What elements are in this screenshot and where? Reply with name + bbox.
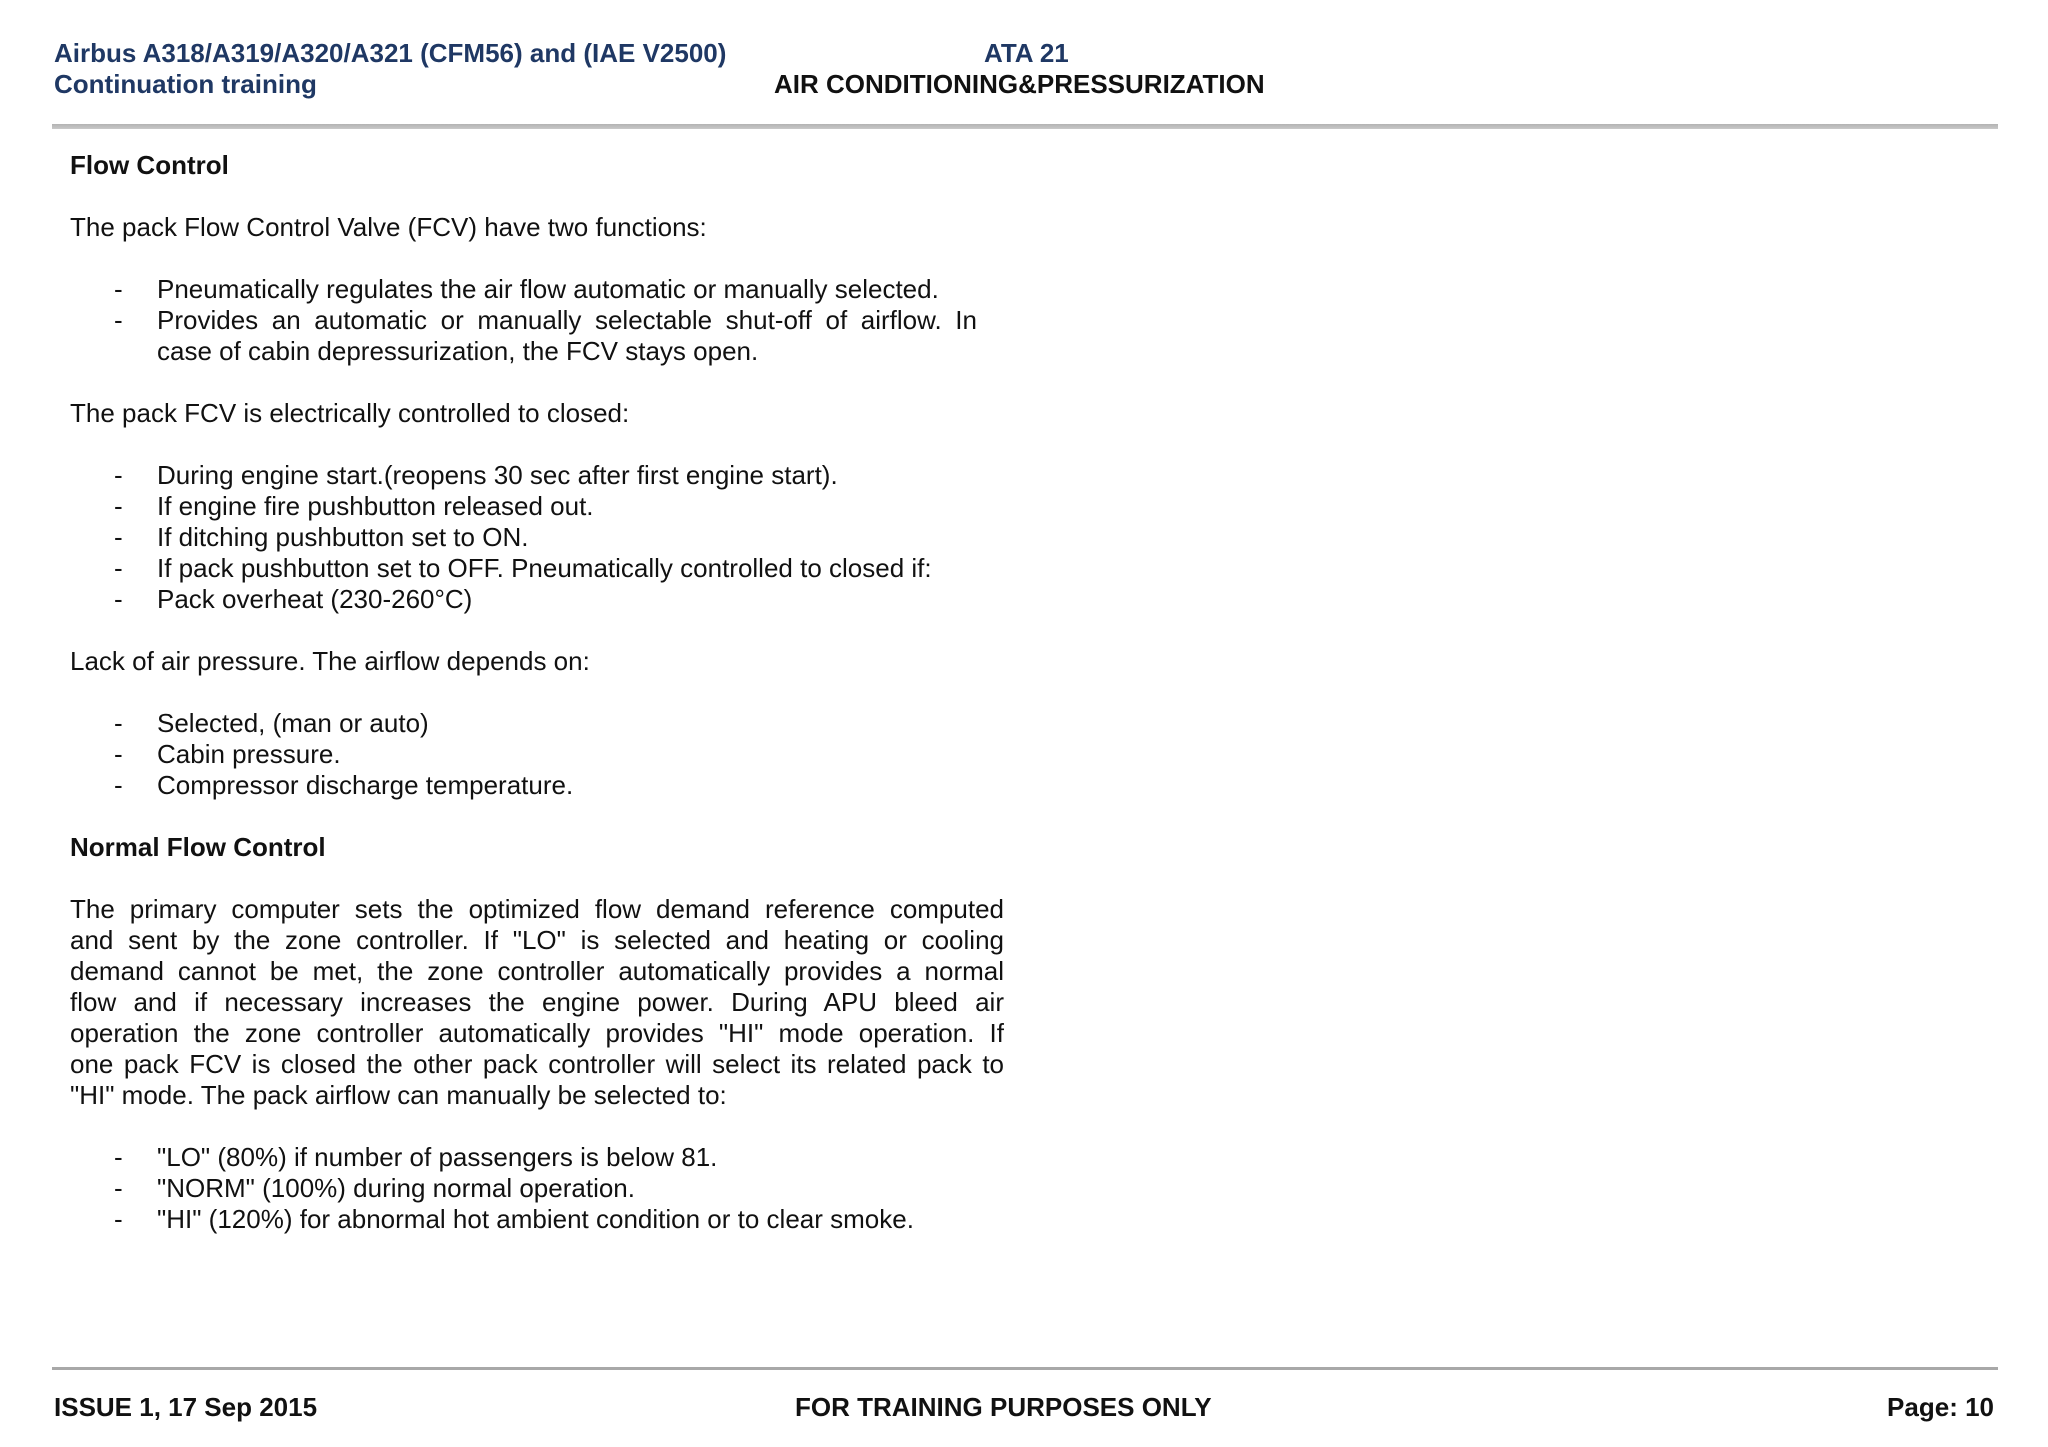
list-item	[70, 739, 1004, 770]
paragraph-line-text: The primary computer sets the optimized flow demand reference computed	[70, 894, 1004, 924]
list-item	[70, 460, 1004, 491]
list-item-text: "HI" (120%) for abnormal hot ambient condition or to clear smoke.	[157, 1204, 914, 1234]
bullet-dash: -	[114, 770, 123, 800]
paragraph-line	[70, 956, 1004, 987]
heading-flow-control: Flow Control	[70, 150, 229, 180]
bullet-dash: -	[114, 460, 123, 490]
list-item	[70, 1173, 1004, 1204]
list-item-text: Provides an automatic or manually selectable shut-off of airflow. In	[157, 305, 977, 335]
paragraph-line	[70, 1049, 1004, 1080]
list-item	[70, 1142, 1004, 1173]
bullet-dash: -	[114, 739, 123, 769]
list-item-text: "NORM" (100%) during normal operation.	[157, 1173, 635, 1203]
list-item-text: Pack overheat (230-260°C)	[157, 584, 473, 614]
list-item	[70, 770, 1004, 801]
intro-text: The pack Flow Control Valve (FCV) have two functions:	[70, 212, 707, 242]
header-aircraft: Airbus A318/A319/A320/A321 (CFM56) and (IAE V2500)	[54, 38, 727, 68]
bullet-dash: -	[114, 522, 123, 552]
bullet-dash: -	[114, 1173, 123, 1203]
list-item-text: If ditching pushbutton set to ON.	[157, 522, 529, 552]
bullet-dash: -	[114, 274, 123, 304]
list-item-text: Selected, (man or auto)	[157, 708, 429, 738]
footer-issue: ISSUE 1, 17 Sep 2015	[54, 1392, 318, 1422]
list-item	[70, 522, 1004, 553]
airflow-intro-text: Lack of air pressure. The airflow depends on:	[70, 646, 590, 676]
header-ata: ATA 21	[984, 38, 1069, 68]
paragraph-line-text: demand cannot be met, the zone controller automatically provides a normal	[70, 956, 1004, 986]
paragraph-line	[70, 1018, 1004, 1049]
paragraph-line-text: one pack FCV is closed the other pack controller will select its related pack to	[70, 1049, 1004, 1079]
list-item-text: Compressor discharge temperature.	[157, 770, 574, 800]
list-item	[70, 584, 1004, 615]
paragraph-line-text: and sent by the zone controller. If "LO" is selected and heating or cooling	[70, 925, 1004, 955]
list-item-text: "LO" (80%) if number of passengers is below 81.	[157, 1142, 718, 1172]
heading-normal-flow-control: Normal Flow Control	[70, 832, 326, 862]
footer-rule	[52, 1367, 1998, 1370]
list-item	[70, 274, 1004, 305]
header-course: Continuation training	[54, 69, 317, 99]
page-content	[70, 150, 1004, 1235]
bullet-dash: -	[114, 553, 123, 583]
paragraph-line-text: operation the zone controller automatically provides "HI" mode operation. If	[70, 1018, 1004, 1048]
bullet-dash: -	[114, 708, 123, 738]
list-item	[70, 1204, 1004, 1235]
list-item	[70, 553, 1004, 584]
paragraph-line	[70, 894, 1004, 925]
closed-intro-text: The pack FCV is electrically controlled to closed:	[70, 398, 630, 428]
list-item	[70, 491, 1004, 522]
bullet-dash: -	[114, 305, 123, 335]
list-item-text: Cabin pressure.	[157, 739, 341, 769]
list-item-continuation	[70, 336, 1004, 367]
paragraph-line	[70, 1080, 1004, 1111]
paragraph-line	[70, 925, 1004, 956]
paragraph-line-text: flow and if necessary increases the engine power. During APU bleed air	[70, 987, 1004, 1017]
bullet-dash: -	[114, 491, 123, 521]
list-item	[70, 708, 1004, 739]
list-item-text: case of cabin depressurization, the FCV stays open.	[157, 336, 759, 366]
list-item-text: If pack pushbutton set to OFF. Pneumatically controlled to closed if:	[157, 553, 932, 583]
bullet-dash: -	[114, 584, 123, 614]
bullet-dash: -	[114, 1204, 123, 1234]
list-item	[70, 305, 1004, 336]
footer-page-number: Page: 10	[1887, 1392, 1994, 1422]
paragraph-line-text: "HI" mode. The pack airflow can manually be selected to:	[70, 1080, 727, 1110]
bullet-dash: -	[114, 1142, 123, 1172]
footer-notice: FOR TRAINING PURPOSES ONLY	[795, 1392, 1212, 1422]
paragraph-line	[70, 987, 1004, 1018]
header-chapter: AIR CONDITIONING&PRESSURIZATION	[774, 69, 1265, 99]
header-rule	[52, 124, 1998, 129]
list-item-text: During engine start.(reopens 30 sec after first engine start).	[157, 460, 838, 490]
list-item-text: Pneumatically regulates the air flow automatic or manually selected.	[157, 274, 939, 304]
list-item-text: If engine fire pushbutton released out.	[157, 491, 594, 521]
